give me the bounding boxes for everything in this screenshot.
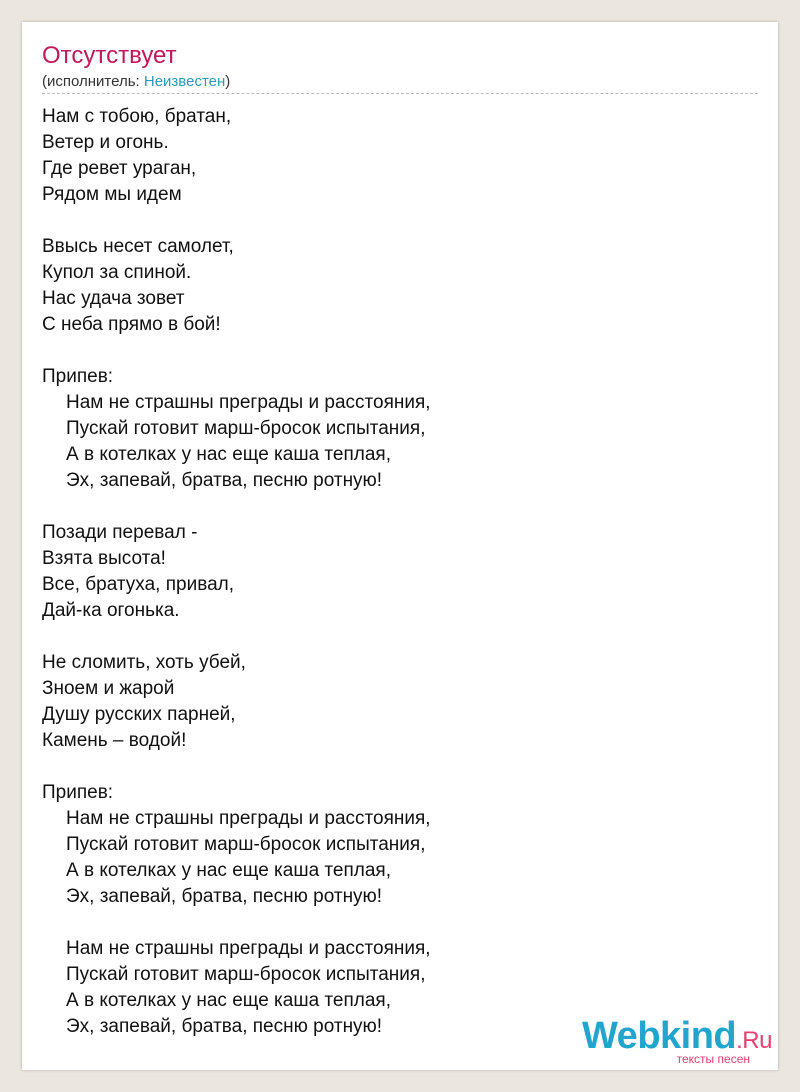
title-divider: [42, 93, 758, 94]
lyric-line: Не сломить, хоть убей,: [42, 652, 246, 673]
lyric-line: Душу русских парней,: [42, 704, 236, 725]
lyric-line: Эх, запевай, братва, песню ротную!: [66, 1016, 383, 1037]
lyric-line: Взята высота!: [42, 548, 166, 569]
lyric-line: А в котелках у нас еще каша теплая,: [66, 990, 391, 1011]
lyric-line: Пускай готовит марш-бросок испытания,: [66, 834, 426, 855]
lyric-line: Пускай готовит марш-бросок испытания,: [66, 418, 426, 439]
lyric-line: Ввысь несет самолет,: [42, 236, 234, 257]
artist-prefix: (исполнитель:: [42, 73, 144, 90]
stanza: [42, 390, 742, 494]
lyric-line: Нам с тобою, братан,: [42, 106, 232, 127]
lyric-line: Нам не страшны преграды и расстояния,: [66, 938, 431, 959]
stanza: [42, 104, 742, 208]
lyric-line: Где ревет ураган,: [42, 158, 197, 179]
stanza: [42, 780, 742, 806]
lyric-line: Ветер и огонь.: [42, 132, 169, 153]
lyric-line: Нам не страшны преграды и расстояния,: [66, 392, 431, 413]
lyric-line: А в котелках у нас еще каша теплая,: [66, 444, 391, 465]
artist-name-link[interactable]: Неизвестен: [143, 73, 226, 90]
stanza: [42, 234, 742, 338]
lyrics-body: [42, 104, 742, 1066]
lyric-line: Припев:: [42, 366, 114, 387]
lyric-line: А в котелках у нас еще каша теплая,: [66, 860, 391, 881]
stanza: [42, 364, 742, 390]
lyric-line: Позади перевал -: [42, 522, 198, 543]
lyric-line: Все, братуха, привал,: [42, 574, 235, 595]
lyric-line: Эх, запевай, братва, песню ротную!: [66, 470, 383, 491]
lyric-line: Рядом мы идем: [42, 184, 182, 205]
stanza: [42, 520, 742, 624]
lyric-line: Нас удача зовет: [42, 288, 185, 309]
lyric-line: Купол за спиной.: [42, 262, 192, 283]
lyric-line: С неба прямо в бой!: [42, 314, 221, 335]
lyric-line: Припев:: [42, 782, 114, 803]
song-title: Отсутствует: [42, 42, 177, 69]
site-logo[interactable]: [572, 1014, 772, 1068]
logo-main-text: Webkind: [582, 1015, 737, 1057]
logo-tld: .Ru: [736, 1027, 772, 1054]
logo-tagline: тексты песен: [676, 1052, 750, 1066]
stanza: [42, 650, 742, 754]
lyric-line: Камень – водой!: [42, 730, 187, 751]
artist-suffix: ): [225, 73, 231, 90]
stanza: [42, 806, 742, 910]
lyric-line: Эх, запевай, братва, песню ротную!: [66, 886, 383, 907]
lyric-line: Дай-ка огонька.: [42, 600, 180, 621]
artist-line: [42, 73, 230, 91]
lyrics-sheet: [22, 22, 778, 1070]
lyric-line: Зноем и жарой: [42, 678, 175, 699]
lyric-line: Пускай готовит марш-бросок испытания,: [66, 964, 426, 985]
lyric-line: Нам не страшны преграды и расстояния,: [66, 808, 431, 829]
